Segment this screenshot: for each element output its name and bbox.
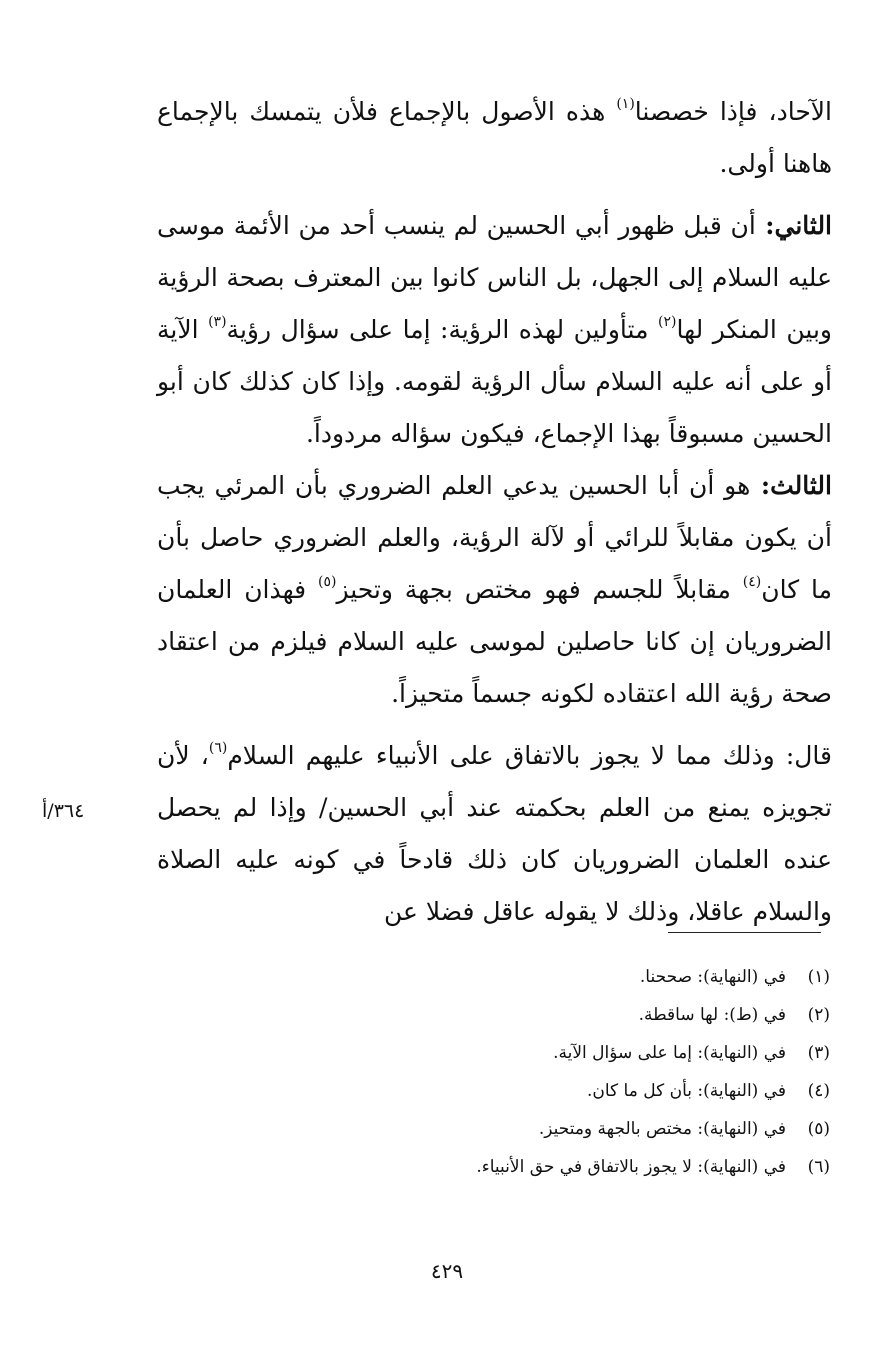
main-text — [157, 86, 832, 938]
footnote-number: (٦) — [807, 1157, 830, 1177]
footnote-text: في (النهاية): مختص بالجهة ومتحيز. — [538, 1119, 786, 1139]
paragraph-4 — [157, 730, 832, 938]
footnote-3 — [320, 1034, 830, 1072]
paragraph-lead-second: الثاني: — [755, 211, 833, 240]
text-segment: مقابلاً للجسم فهو مختص بجهة وتحيز — [336, 575, 743, 604]
footnote-reference-4[interactable]: (٤) — [742, 574, 762, 590]
footnote-5 — [320, 1110, 830, 1148]
footnote-text: في (النهاية): بأن كل ما كان. — [586, 1081, 786, 1101]
text-segment: قال: وذلك مما لا يجوز بالاتفاق على الأنبياء عليهم السلام — [227, 741, 832, 770]
text-segment: الآية أو على أنه عليه السلام سأل الرؤية لقومه. وإذا كان كذلك كان أبو الحسين مسبوقاً بهذا الإجماع، فيكون سؤاله مردوداً. — [157, 315, 832, 448]
text-segment: ، لأن تجويزه يمنع من العلم بحكمته عند أبي الحسين/ وإذا لم يحصل عنده العلمان الضروريان كان ذلك قادحاً في كونه عليه الصلاة والسلام عاقلا، وذلك لا يقوله عاقل فضلا عن — [157, 741, 832, 926]
footnote-number: (٤) — [807, 1081, 830, 1101]
text-segment: متأولين لهذه الرؤية: إما على سؤال رؤية — [226, 315, 658, 344]
paragraph-3 — [157, 460, 832, 720]
footnote-number: (٥) — [807, 1119, 830, 1139]
margin-folio-note: ٣٦٤/أ — [42, 800, 85, 822]
footnote-reference-1[interactable]: (١) — [616, 96, 635, 112]
text-segment: فهذان العلمان الضروريان إن كانا حاصلين لموسى عليه السلام فيلزم من اعتقاد صحة رؤية الله اعتقاده لكونه جسماً متحيزاً. — [157, 575, 832, 708]
footnote-reference-6[interactable]: (٦) — [208, 740, 228, 756]
footnote-reference-5[interactable]: (٥) — [317, 574, 337, 590]
footnote-reference-2[interactable]: (٢) — [657, 314, 677, 330]
footnote-text: في (النهاية): صححنا. — [639, 967, 786, 987]
footnote-2 — [320, 996, 830, 1034]
footnote-number: (٢) — [807, 1005, 830, 1025]
text-segment: أن قبل ظهور أبي الحسين لم ينسب أحد من الأئمة موسى عليه السلام إلى الجهل، بل الناس كانوا بين المعترف بصحة الرؤية وبين المنكر لها — [157, 211, 832, 344]
footnote-6 — [320, 1148, 830, 1186]
footnote-4 — [320, 1072, 830, 1110]
footnote-text: في (ط): لها ساقطة. — [638, 1005, 786, 1025]
footnote-1 — [320, 958, 830, 996]
footnote-divider — [668, 932, 821, 933]
paragraph-2 — [157, 200, 832, 460]
paragraph-1 — [157, 86, 832, 190]
footnote-text: في (النهاية): إما على سؤال الآية. — [553, 1043, 786, 1063]
footnote-number: (١) — [807, 967, 830, 987]
footnote-reference-3[interactable]: (٣) — [208, 314, 227, 330]
text-segment: هو أن أبا الحسين يدعي العلم الضروري بأن المرئي يجب أن يكون مقابلاً للرائي أو لآلة الرؤية، والعلم الضروري حاصل بأن ما كان — [157, 471, 832, 604]
footnotes-section — [320, 958, 830, 1186]
page-number: ٤٢٩ — [430, 1259, 464, 1283]
text-segment: هذه الأصول بالإجماع فلأن يتمسك بالإجماع هاهنا أولى. — [157, 97, 832, 178]
footnote-text: في (النهاية): لا يجوز بالاتفاق في حق الأنبياء. — [476, 1157, 786, 1177]
paragraph-lead-third: الثالث: — [750, 471, 832, 500]
footnote-number: (٣) — [807, 1043, 830, 1063]
text-segment: الآحاد، فإذا خصصنا — [634, 97, 832, 126]
